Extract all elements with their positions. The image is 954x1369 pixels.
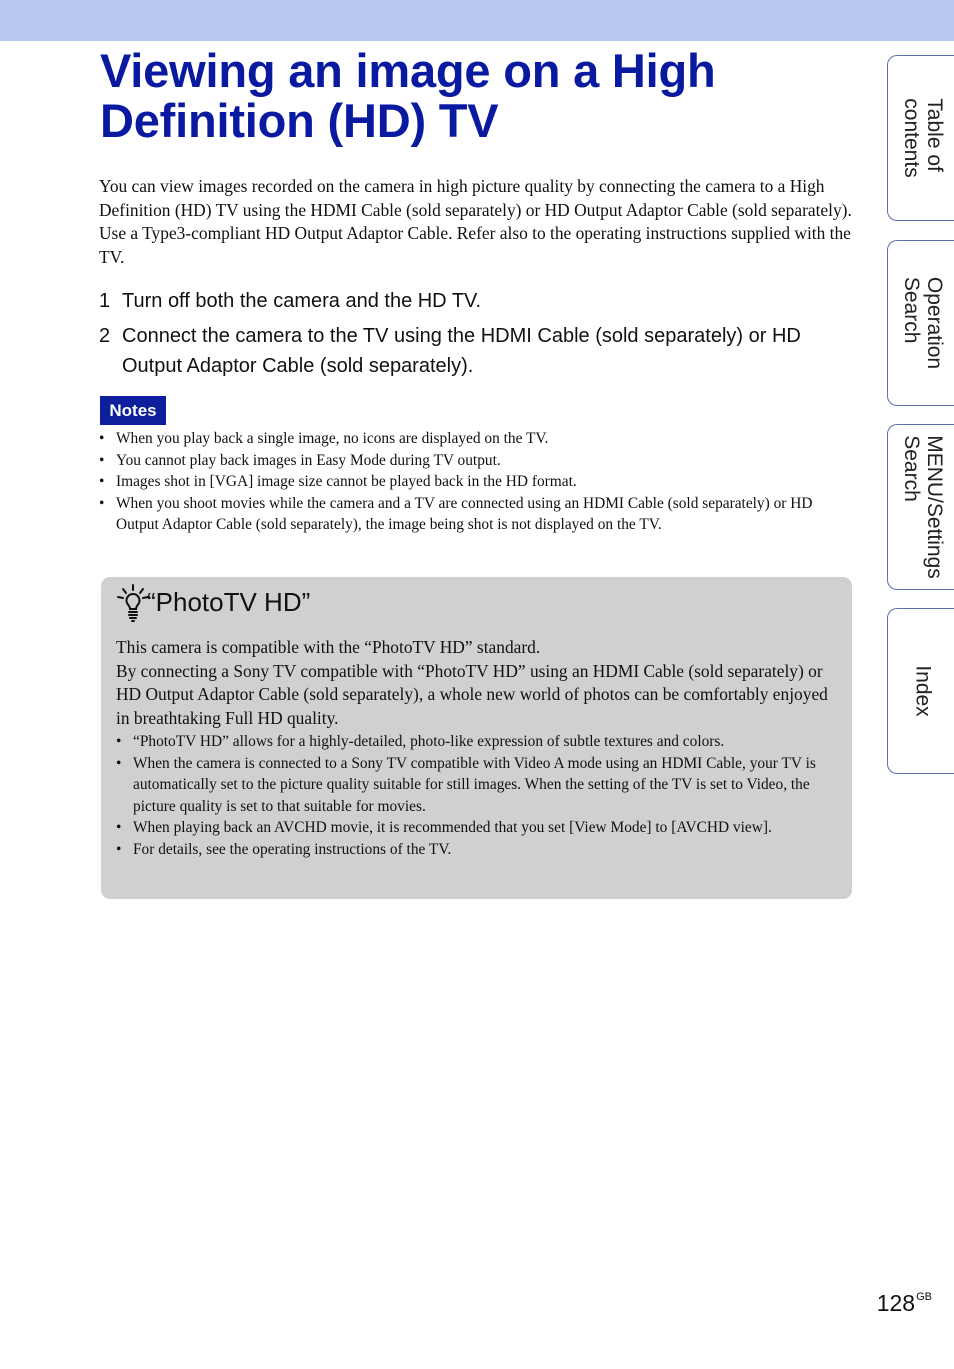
step-number: 1 bbox=[99, 290, 111, 312]
page-number-value: 128 bbox=[876, 1290, 916, 1316]
tip-item: • When playing back an AVCHD movie, it is recommended that you set [View Mode] to [AVCHD view]. bbox=[116, 817, 836, 839]
tip-paragraph: By connecting a Sony TV compatible with “PhotoTV HD” using an HDMI Cable (sold separately) or HD Output Adaptor Cable (sold separately), a whole new world of photos can be comfortably enjoyed in breathtaking Full HD quality. bbox=[116, 660, 828, 728]
tab-label: MENU/Settings Search bbox=[899, 435, 946, 579]
tab-menu-settings-search[interactable] bbox=[887, 424, 954, 590]
note-item: • When you play back a single image, no icons are displayed on the TV. bbox=[99, 428, 854, 450]
notes-list bbox=[99, 428, 854, 536]
tab-label: Table of contents bbox=[899, 98, 946, 178]
top-color-band bbox=[0, 0, 954, 41]
tab-label: Index bbox=[911, 665, 934, 717]
tab-table-of-contents[interactable] bbox=[887, 55, 954, 221]
tip-item: • For details, see the operating instructions of the TV. bbox=[116, 839, 836, 861]
tab-operation-search[interactable] bbox=[887, 240, 954, 406]
tip-list bbox=[116, 731, 836, 860]
step-1 bbox=[99, 286, 859, 316]
intro-paragraph: You can view images recorded on the camera in high picture quality by connecting the camera to a High Definition (HD) TV using the HDMI Cable (sold separately) or HD Output Adaptor Cable (sold separately). Use a Type3-compliant HD Output Adaptor Cable. Refer also to the operating instructions supplied with the TV. bbox=[99, 176, 852, 267]
step-text: Turn off both the camera and the HD TV. bbox=[122, 290, 482, 312]
tip-paragraph: This camera is compatible with the “PhotoTV HD” standard. bbox=[116, 637, 541, 657]
tip-item: • When the camera is connected to a Sony TV compatible with Video A mode using an HDMI Cable, your TV is automatically set to the picture quality suitable for still images. When the setting of the TV is set to Video, the picture quality is set to that suitable for movies. bbox=[116, 753, 836, 818]
tab-label: Operation Search bbox=[899, 276, 946, 370]
tip-title: “PhotoTV HD” bbox=[147, 587, 311, 617]
tab-index[interactable] bbox=[887, 608, 954, 774]
tip-body bbox=[116, 636, 836, 730]
note-item: • Images shot in [VGA] image size cannot be played back in the HD format. bbox=[99, 471, 854, 493]
note-item: • You cannot play back images in Easy Mode during TV output. bbox=[99, 450, 854, 472]
step-text: Connect the camera to the TV using the HDMI Cable (sold separately) or HD Output Adaptor Cable (sold separately). bbox=[122, 325, 801, 377]
step-number: 2 bbox=[99, 325, 111, 347]
notes-badge: Notes bbox=[100, 396, 166, 425]
page-number-suffix: GB bbox=[916, 1291, 932, 1303]
page-number bbox=[877, 1290, 932, 1317]
note-item: • When you shoot movies while the camera and a TV are connected using an HDMI Cable (sold separately) or HD Output Adaptor Cable (sold separately), the image being shot is not displayed on the TV. bbox=[99, 493, 854, 536]
page-title: Viewing an image on a High Definition (HD) TV bbox=[100, 44, 716, 147]
phototv-hd-tip-box bbox=[101, 577, 852, 899]
tip-item: • “PhotoTV HD” allows for a highly-detailed, photo-like expression of subtle textures and colors. bbox=[116, 731, 836, 753]
lightbulb-icon bbox=[115, 583, 151, 623]
step-2 bbox=[99, 321, 859, 381]
